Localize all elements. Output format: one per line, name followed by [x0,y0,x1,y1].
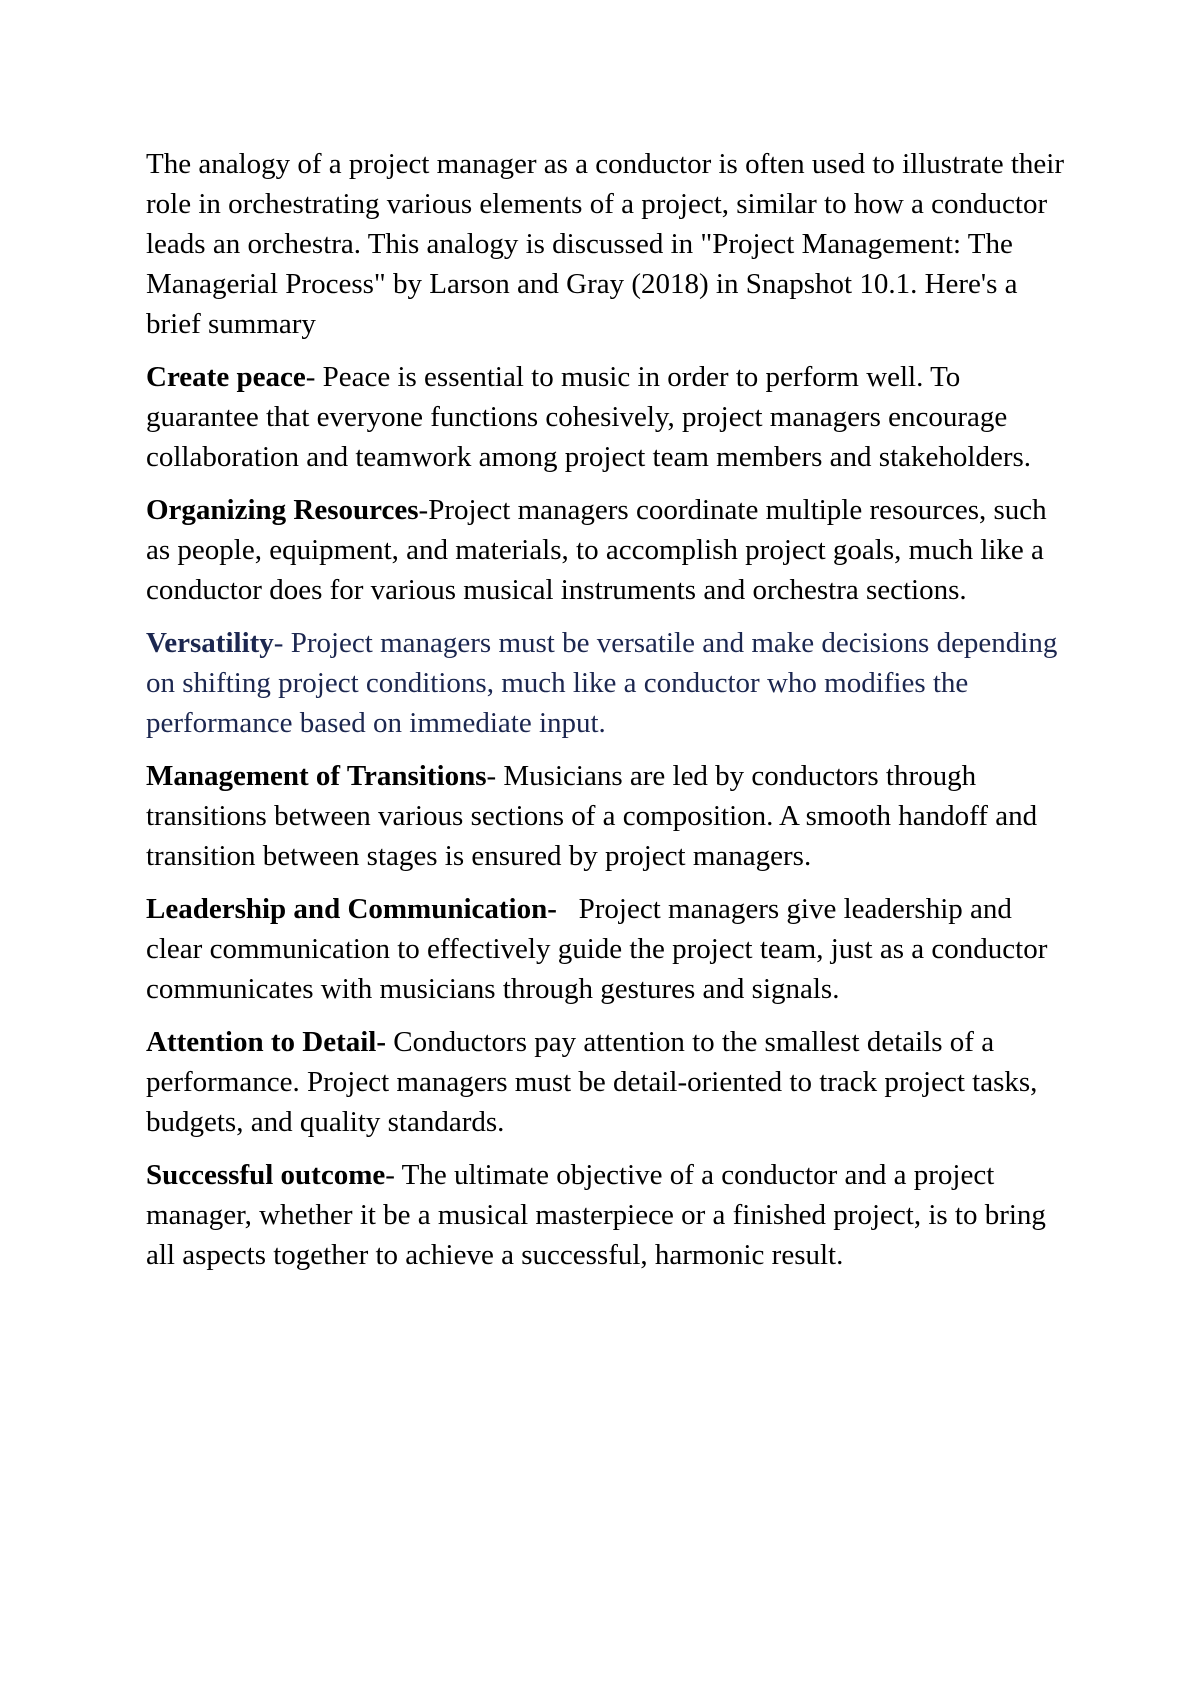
intro-text: The analogy of a project manager as a conductor is often used to illustrate their role in orchestrating various elements of a project, similar to how a conductor leads an orchestra. This analogy is discussed in "Project Management: The Managerial Process" by Larson and Gray (2018) in Snapshot 10.1. Here's a brief summary [146,148,1065,340]
section-term: Successful outcome [146,1159,386,1191]
section-text: Conductors pay attention to the smallest details of a performance. Project managers must be detail-oriented to track project tasks, budgets, and quality standards. [146,1026,1038,1138]
section-text: -Project managers coordinate multiple resources, such as people, equipment, and materials, to accomplish project goals, much like a conductor does for various musical instruments and orchestra sections. [146,494,1047,606]
section-versatility [146,623,1066,743]
section-organizing-resources [146,490,1066,610]
section-term: Attention to Detail- [146,1026,387,1058]
section-attention-to-detail [146,1022,1066,1142]
section-term: Leadership and Communication- [146,893,557,925]
section-term: Create peace [146,361,306,393]
section-term: Management of Transitions [146,760,487,792]
section-management-of-transitions [146,756,1066,876]
section-leadership-and-communication [146,889,1066,1009]
section-text: - Peace is essential to music in order to perform well. To guarantee that everyone functions cohesively, project managers encourage collaboration and teamwork among project team members and stakeholders. [146,361,1032,473]
section-text: - Musicians are led by conductors through transitions between various sections of a composition. A smooth handoff and transition between stages is ensured by project managers. [146,760,1038,872]
section-create-peace [146,357,1066,477]
section-term: Organizing Resources [146,494,419,526]
section-text: Project managers give leadership and clear communication to effectively guide the project team, just as a conductor communicates with musicians through gestures and signals. [146,893,1055,1005]
section-text: - Project managers must be versatile and make decisions depending on shifting project conditions, much like a conductor who modifies the performance based on immediate input. [146,627,1058,739]
section-term: Versatility [146,627,274,659]
section-successful-outcome [146,1155,1066,1275]
section-text: - The ultimate objective of a conductor and a project manager, whether it be a musical masterpiece or a finished project, is to bring all aspects together to achieve a successful, harmonic result. [146,1159,1046,1271]
intro-paragraph [146,144,1066,344]
document-body [146,144,1066,1288]
